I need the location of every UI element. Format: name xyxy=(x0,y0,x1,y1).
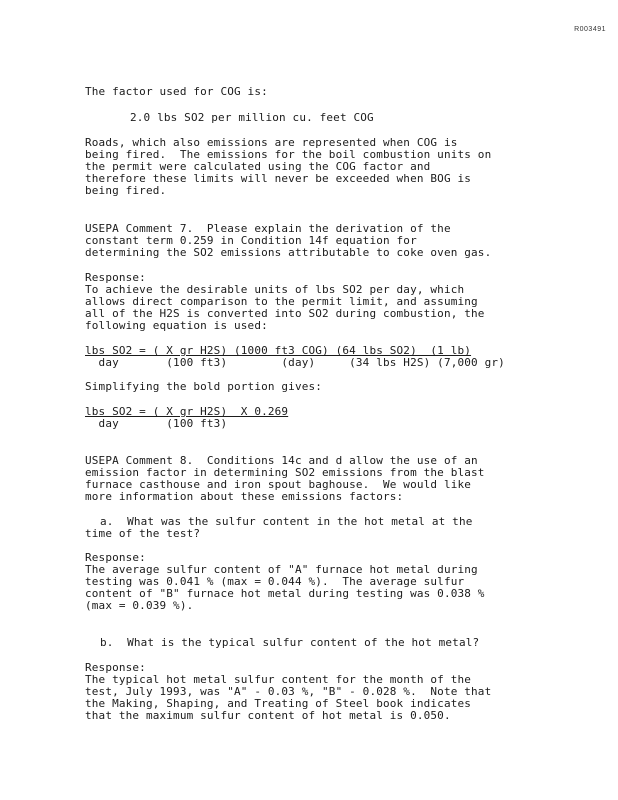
text-line: testing was 0.041 % (max = 0.044 %). The average sulfur xyxy=(85,575,465,588)
text-line: being fired. The emissions for the boil combustion units on xyxy=(85,148,492,161)
text-line: more information about these emissions factors: xyxy=(85,490,404,503)
equation-line: lbs SO2 = ( X gr H2S) (1000 ft3 COG) (64 lbs SO2) (1 lb) xyxy=(85,344,472,357)
text-line: USEPA Comment 7. Please explain the derivation of the xyxy=(85,222,451,235)
text-line: determining the SO2 emissions attributable to coke oven gas. xyxy=(85,246,492,259)
text-line: constant term 0.259 in Condition 14f equation for xyxy=(85,234,417,247)
text-line: b. What is the typical sulfur content of the hot metal? xyxy=(100,636,480,649)
text-line: the Making, Shaping, and Treating of Steel book indicates xyxy=(85,697,472,710)
text-line: furnace casthouse and iron spout baghouse. We would like xyxy=(85,478,472,491)
text-line: Simplifying the bold portion gives: xyxy=(85,380,323,393)
equation-line: day (100 ft3) (day) (34 lbs H2S) (7,000 gr) xyxy=(85,356,505,369)
text-line: The typical hot metal sulfur content for the month of the xyxy=(85,673,472,686)
text-line: The factor used for COG is: xyxy=(85,85,268,98)
text-line: therefore these limits will never be exceeded when BOG is xyxy=(85,172,472,185)
text-line: content of "B" furnace hot metal during testing was 0.038 % xyxy=(85,587,485,600)
text-line: To achieve the desirable units of lbs SO2 per day, which xyxy=(85,283,465,296)
text-line: a. What was the sulfur content in the hot metal at the xyxy=(100,515,473,528)
text-line: that the maximum sulfur content of hot metal is 0.050. xyxy=(85,709,451,722)
equation-line: lbs SO2 = ( X gr H2S) X 0.269 xyxy=(85,405,289,418)
document-id: R003491 xyxy=(574,26,606,33)
text-line: Roads, which also emissions are represented when COG is xyxy=(85,136,458,149)
text-line: USEPA Comment 8. Conditions 14c and d allow the use of an xyxy=(85,454,478,467)
text-line: Response: xyxy=(85,271,146,284)
text-line: all of the H2S is converted into SO2 during combustion, the xyxy=(85,307,485,320)
text-line: time of the test? xyxy=(85,527,201,540)
text-line: (max = 0.039 %). xyxy=(85,599,194,612)
text-line: the permit were calculated using the COG factor and xyxy=(85,160,431,173)
text-line: Response: xyxy=(85,551,146,564)
equation-line: day (100 ft3) xyxy=(85,417,228,430)
text-line: following equation is used: xyxy=(85,319,268,332)
text-line: allows direct comparison to the permit limit, and assuming xyxy=(85,295,478,308)
text-line: being fired. xyxy=(85,184,167,197)
text-line: emission factor in determining SO2 emissions from the blast xyxy=(85,466,485,479)
text-line: test, July 1993, was "A" - 0.03 %, "B" - 0.028 %. Note that xyxy=(85,685,492,698)
text-line: 2.0 lbs SO2 per million cu. feet COG xyxy=(130,111,374,124)
text-line: The average sulfur content of "A" furnace hot metal during xyxy=(85,563,478,576)
text-line: Response: xyxy=(85,661,146,674)
